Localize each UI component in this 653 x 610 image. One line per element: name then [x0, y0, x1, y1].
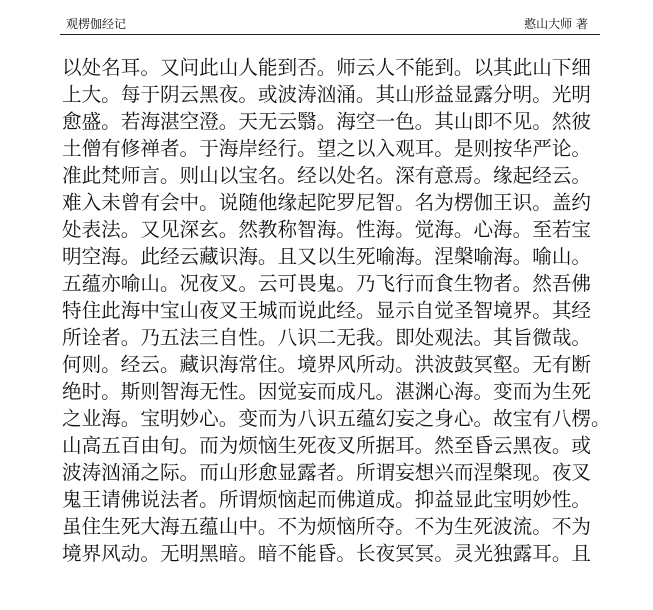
text-line: 五蕴亦喻山。况夜叉。云可畏鬼。乃飞行而食生物者。然吾佛 [62, 272, 592, 295]
text-line: 愈盛。若海湛空澄。天无云翳。海空一色。其山即不见。然彼 [62, 110, 592, 133]
text-line: 何则。经云。藏识海常住。境界风所动。洪波鼓冥壑。无有断 [62, 353, 592, 376]
text-line: 特住此海中宝山夜叉王城而说此经。显示自觉圣智境界。其经 [62, 299, 592, 322]
running-header [60, 14, 600, 35]
text-line: 所诠者。乃五法三自性。八识二无我。即处观法。其旨微哉。 [62, 326, 592, 349]
text-line: 虽住生死大海五蕴山中。不为烦恼所夺。不为生死波流。不为 [62, 515, 592, 538]
text-line: 准此梵师言。则山以宝名。经以处名。深有意焉。缘起经云。 [62, 164, 592, 187]
author-name: 憨山大师 著 [524, 17, 588, 31]
book-title: 观楞伽经记 [66, 17, 127, 31]
text-line: 明空海。此经云藏识海。且又以生死喻海。涅槃喻海。喻山。 [62, 245, 592, 268]
text-line: 处表法。又见深玄。然教称智海。性海。觉海。心海。至若宝 [62, 218, 592, 241]
text-line: 以处名耳。又问此山人能到否。师云人不能到。以其此山下细 [62, 56, 592, 79]
text-line: 波涛汹涌之际。而山形愈显露者。所谓妄想兴而涅槃现。夜叉 [62, 461, 592, 484]
text-line: 上大。每于阴云黑夜。或波涛汹涌。其山形益显露分明。光明 [62, 83, 592, 106]
text-line: 境界风动。无明黑暗。暗不能昏。长夜冥冥。灵光独露耳。且 [62, 542, 592, 565]
text-line: 山高五百由旬。而为烦恼生死夜叉所据耳。然至昏云黑夜。或 [62, 434, 592, 457]
text-line: 难入未曾有会中。说随他缘起陀罗尼智。名为楞伽王识。盖约 [62, 191, 592, 214]
text-line: 土僧有修禅者。于海岸经行。望之以入观耳。是则按华严论。 [62, 137, 592, 160]
text-line: 鬼王请佛说法者。所谓烦恼起而佛道成。抑益显此宝明妙性。 [62, 488, 592, 511]
text-line: 之业海。宝明妙心。变而为八识五蕴幻妄之身心。故宝有八楞。 [62, 407, 611, 430]
text-line: 绝时。斯则智海无性。因觉妄而成凡。湛渊心海。变而为生死 [62, 380, 592, 403]
body-text [62, 54, 611, 567]
